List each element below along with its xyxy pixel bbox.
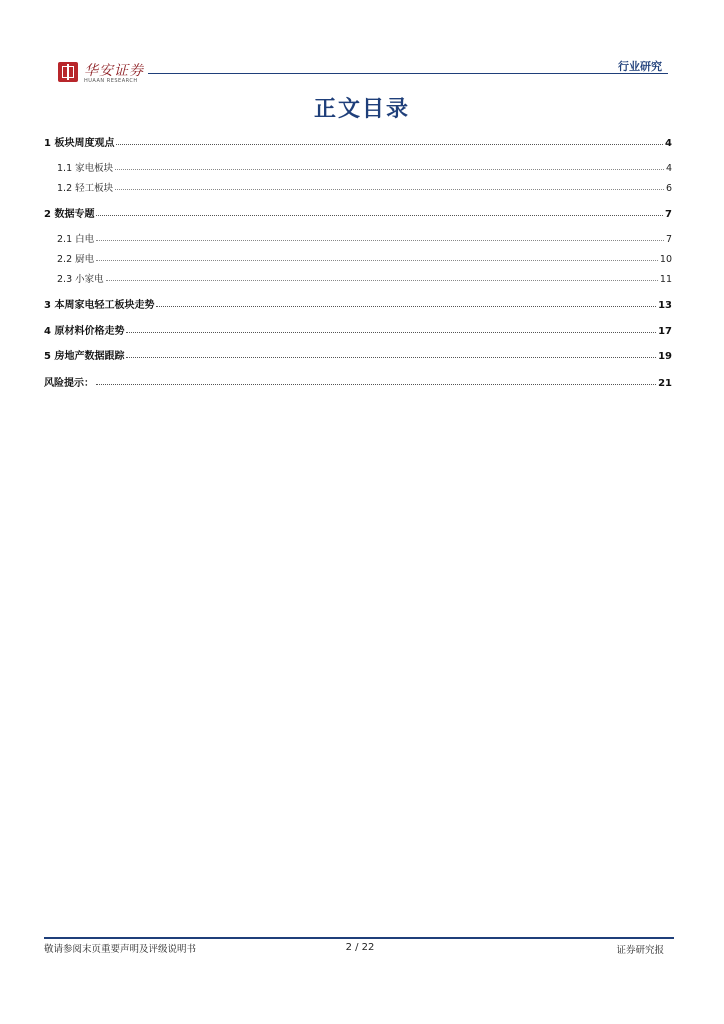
toc-dot-leader — [156, 297, 656, 307]
toc-entry-page: 6 — [665, 183, 672, 194]
toc-entry-page: 19 — [658, 351, 672, 362]
toc-entry[interactable] — [44, 207, 672, 221]
toc-entry-page: 4 — [665, 138, 672, 149]
toc-entry-label: 2 数据专题 — [44, 209, 95, 220]
document-type: 证券研究报 — [616, 945, 664, 956]
toc-dot-leader — [116, 135, 663, 145]
toc-dot-leader — [96, 375, 656, 385]
toc-entry-page: 21 — [658, 378, 672, 389]
header-divider — [148, 73, 668, 74]
toc-entry[interactable] — [44, 298, 672, 312]
toc-dot-leader — [96, 251, 658, 261]
toc-entry[interactable] — [44, 252, 672, 266]
toc-entry[interactable] — [44, 181, 672, 195]
toc-entry-label: 1.2 轻工板块 — [57, 183, 114, 194]
toc-entry-page: 17 — [658, 326, 672, 337]
toc-entry[interactable] — [44, 272, 672, 286]
toc-entry-label: 3 本周家电轻工板块走势 — [44, 300, 155, 311]
toc-entry-label: 风险提示： — [44, 378, 94, 389]
toc-entry-page: 13 — [658, 300, 672, 311]
toc-entry[interactable] — [44, 161, 672, 175]
toc-dot-leader — [106, 271, 658, 281]
page-title: 正文目录 — [313, 96, 410, 122]
toc-dot-leader — [126, 348, 656, 358]
toc-entry-label: 4 原材料价格走势 — [44, 326, 125, 337]
toc-entry-page: 4 — [665, 163, 672, 174]
toc-dot-leader — [96, 231, 664, 241]
toc-entry-page: 7 — [665, 209, 672, 220]
footer-divider — [44, 937, 674, 939]
report-category: 行业研究 — [618, 60, 662, 73]
toc-entry-label: 2.1 白电 — [57, 234, 95, 245]
footer-disclaimer: 敬请参阅末页重要声明及评级说明书 — [44, 944, 197, 955]
page-header — [58, 58, 668, 88]
toc-entry[interactable] — [44, 136, 672, 150]
company-logo — [58, 62, 158, 88]
toc-entry-page: 10 — [659, 254, 672, 265]
toc-dot-leader — [115, 180, 664, 190]
toc-entry[interactable] — [44, 232, 672, 246]
toc-entry-page: 11 — [659, 274, 672, 285]
toc-entry[interactable] — [44, 324, 672, 338]
toc-dot-leader — [115, 160, 664, 170]
toc-entry[interactable] — [44, 376, 672, 390]
toc-entry-label: 1 板块周度观点 — [44, 138, 115, 149]
toc-entry-label: 5 房地产数据跟踪 — [44, 351, 125, 362]
toc-entry[interactable] — [44, 349, 672, 363]
page-indicator: 2 / 22 — [345, 942, 375, 953]
toc-entry-page: 7 — [665, 234, 672, 245]
toc-dot-leader — [96, 206, 663, 216]
logo-seal-icon — [58, 62, 78, 82]
toc-entry-label: 2.3 小家电 — [57, 274, 104, 285]
toc-entry-label: 2.2 厨电 — [57, 254, 95, 265]
toc-entry-label: 1.1 家电板块 — [57, 163, 114, 174]
toc-dot-leader — [126, 323, 656, 333]
logo-english-name: HUAAN RESEARCH — [84, 78, 138, 84]
logo-chinese-name: 华安证券 — [84, 63, 144, 79]
